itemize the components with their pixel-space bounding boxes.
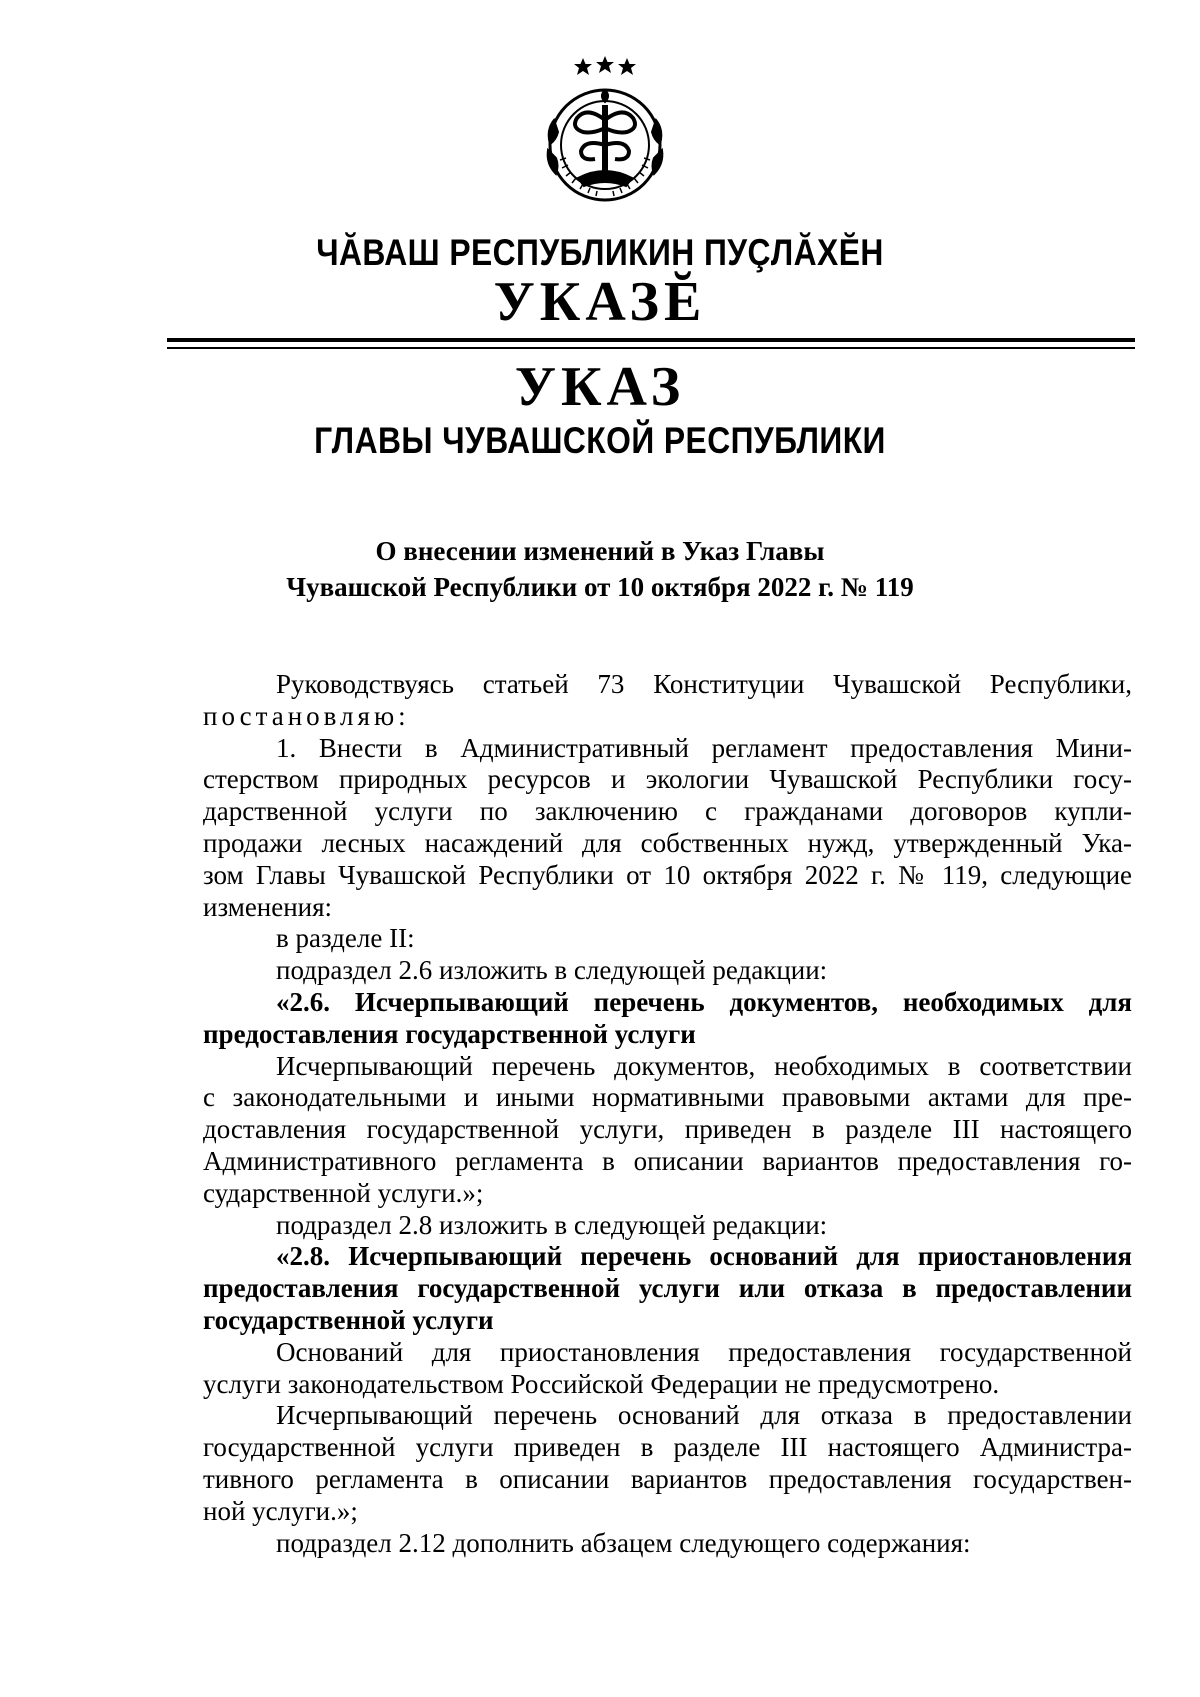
paragraph [203, 1528, 1132, 1560]
paragraph [203, 1400, 1132, 1527]
section-heading [203, 1241, 1132, 1336]
text-line: 1. Внести в Административный регламент предоставления Мини- [276, 732, 1132, 763]
text-line: «2.8. Исчерпывающий перечень оснований для приостановления [276, 1241, 1132, 1272]
text-line: Руководствуясь статьей 73 Конституции Чувашской Республики, [276, 669, 1132, 699]
header-divider-thin [167, 347, 1135, 349]
text-line: услуги законодательством Российской Федерации не предусмотрено. [203, 1368, 1000, 1399]
text-line: изменения: [203, 891, 333, 922]
text-line: подраздел 2.6 изложить в следующей редакции: [276, 955, 828, 986]
chuvash-emblem-icon [540, 50, 670, 215]
text-line: государственной услуги [203, 1304, 494, 1335]
star-icon [596, 56, 614, 73]
document-body [203, 669, 1132, 1559]
document-title-line: О внесении изменений в Указ Главы [375, 536, 825, 566]
document-title [0, 533, 1200, 605]
text-line: постановляю: [203, 700, 410, 731]
header-divider-thick [167, 338, 1135, 342]
text-line: государственной услуги приведен в разделе III настоящего Администра- [203, 1432, 1132, 1463]
text-line: Исчерпывающий перечень документов, необходимых в соответствии [276, 1050, 1132, 1081]
document-title-line: Чувашской Республики от 10 октября 2022 г. № 119 [286, 572, 914, 602]
text-line: подраздел 2.12 дополнить абзацем следующего содержания: [276, 1527, 971, 1558]
paragraph [203, 955, 1132, 987]
header-russian-title: ГЛАВЫ ЧУВАШСКОЙ РЕСПУБЛИКИ [314, 420, 886, 461]
star-icon [574, 58, 592, 75]
text-line: дарственной услуги по заключению с гражданами договоров купли- [203, 796, 1132, 827]
text-line: с законодательными и иными нормативными правовыми актами для пре- [203, 1082, 1132, 1113]
text-line: подраздел 2.8 изложить в следующей редакции: [276, 1209, 828, 1240]
text-line: сударственной услуги.»; [203, 1177, 484, 1208]
paragraph [203, 1210, 1132, 1242]
text-line: зом Главы Чувашской Республики от 10 октября 2022 г. № 119, следующие [203, 859, 1132, 890]
text-line: ной услуги.»; [203, 1495, 358, 1526]
text-line: доставления государственной услуги, приведен в разделе III настоящего [203, 1114, 1132, 1145]
text-line: в разделе II: [276, 923, 415, 954]
text-line: предоставления государственной услуги или отказа в предоставлении [203, 1273, 1132, 1304]
text-line: предоставления государственной услуги [203, 1018, 696, 1049]
text-line: Исчерпывающий перечень оснований для отказа в предоставлении [276, 1400, 1132, 1431]
paragraph [203, 923, 1132, 955]
header-russian-decree: УКАЗ [514, 356, 686, 418]
paragraph [203, 733, 1132, 924]
paragraph [203, 1337, 1132, 1401]
header-chuvash-title: ЧĂВАШ РЕСПУБЛИКИН ПУÇЛĂХĔН [316, 232, 884, 273]
text-line: Оснований для приостановления предоставления государственной [276, 1336, 1132, 1367]
header-chuvash-decree: УКАЗĔ [493, 271, 707, 333]
paragraph [203, 1051, 1132, 1210]
text-line: «2.6. Исчерпывающий перечень документов, необходимых для [276, 986, 1132, 1017]
text-line: продажи лесных насаждений для собственных нужд, утвержденный Ука- [203, 827, 1132, 858]
section-heading [203, 987, 1132, 1051]
text-line: стерством природных ресурсов и экологии Чувашской Республики госу- [203, 764, 1132, 795]
text-line: Административного регламента в описании вариантов предоставления го- [203, 1145, 1132, 1176]
star-icon [618, 58, 636, 75]
paragraph [203, 669, 1132, 733]
text-line: тивного регламента в описании вариантов предоставления государствен- [203, 1463, 1132, 1494]
